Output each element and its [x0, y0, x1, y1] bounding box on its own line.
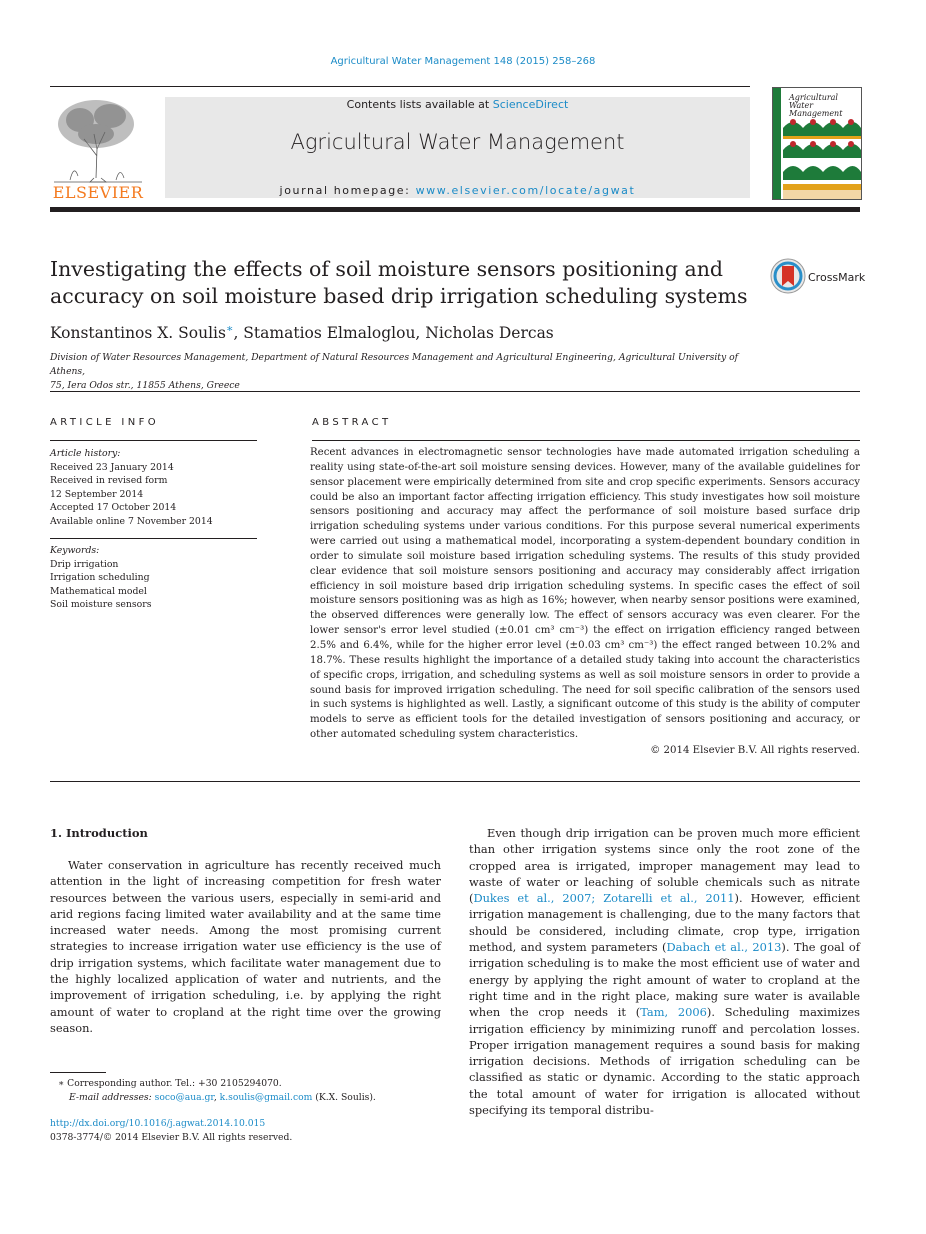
homepage-prefix: journal homepage:: [279, 184, 416, 197]
affiliation-line1: Division of Water Resources Management, Department of Natural Resources Management and Agricultural Engineering, Agricultural University of Athens,: [50, 352, 739, 377]
crossmark-label[interactable]: CrossMark: [808, 271, 866, 284]
para2-text-a: Even though drip irrigation can be proven much more efficient than other irrigation systems since only the root zone of the cropped area is irrigated, improper management may lead to waste of water or leaching of soluble chemicals such as nitrate (: [469, 826, 860, 906]
keyword-item: Soil moisture sensors: [50, 599, 152, 610]
para2-text-b: ). However, efficient irrigation management is challenging, due to the many factors that should be considered, including climate, crop type, irrigation method, and system parameters (: [469, 891, 860, 955]
journal-title: Agricultural Water Management: [290, 130, 625, 154]
para2-text-c: ). The goal of irrigation scheduling is to make the most efficient use of water and energy by applying the right amount of water to cropland at the right time and in the right place, making sure water is available when the crop needs it (: [469, 940, 860, 1020]
history-item: 12 September 2014: [50, 488, 144, 500]
cover-title-line1: Agricultural: [789, 93, 838, 102]
history-item: Available online 7 November 2014: [50, 515, 213, 527]
para2-text-d: ). Scheduling maximizes irrigation efficiency by minimizing runoff and percolation losses. Proper irrigation management requires a sound basis for making irrigation decisions. Methods of irrigation scheduling can be classified as static or dynamic. According to the static approach the total amount of water for irrigation is allocated without specifying its temporal distribu-: [469, 1005, 860, 1118]
footnote: [50, 1077, 450, 1104]
keyword-item: Mathematical model: [50, 585, 147, 597]
body-column-right: [469, 825, 860, 1118]
header-thick-rule: [50, 207, 860, 212]
email-separator: ,: [213, 1091, 220, 1103]
citation-link-tam[interactable]: Tam, 2006: [640, 1005, 707, 1020]
homepage-line: [165, 184, 750, 197]
contents-line: [165, 98, 750, 111]
article-history: [50, 447, 265, 528]
journal-homepage-link[interactable]: www.elsevier.com/locate/agwat: [415, 184, 636, 197]
corresponding-author-note: ∗ Corresponding author. Tel.: +30 2105294070.: [58, 1078, 282, 1089]
coauthors: , Stamatios Elmaloglou, Nicholas Dercas: [233, 324, 554, 343]
footnote-rule: [50, 1072, 106, 1073]
top-rule: [50, 86, 750, 87]
doi-link[interactable]: http://dx.doi.org/10.1016/j.agwat.2014.10.015: [50, 1118, 266, 1129]
history-item: Received 23 January 2014: [50, 461, 174, 473]
intro-paragraph-1: Water conservation in agriculture has recently received much attention in the light of increasing competition for fresh water resources between the various users, especially in semi-arid and arid regions facing limited water availability and at the same time increased water needs. Among the most promising current strategies to increase irrigation water use efficiency is the use of drip irrigation systems, which facilitate water management due to the highly localized application of water and nutrients, and the improvement of irrigation scheduling, i.e. by applying the right amount of water to cropland at the right time over the growing season.: [50, 858, 441, 1035]
history-item: Accepted 17 October 2014: [50, 502, 177, 513]
publisher-name: ELSEVIER: [52, 183, 144, 202]
keyword-item: Drip irrigation: [50, 558, 119, 570]
abstract-text: Recent advances in electromagnetic sensor technologies have made automated irrigation scheduling a reality using state-of-the-art soil moisture sensing devices. However, many of the available guidelines for sensor placement were empirically determined from site and crop specific experiments. Sensors accuracy could be also an important factor affecting irrigation efficiency. This study investigates how soil moisture sensors positioning and accuracy may affect the performance of soil moisture based surface drip irrigation scheduling systems under various conditions. For this purpose several numerical experiments were carried out using a mathematical model, incorporating a system-dependent boundary condition in order to simulate soil moisture based irrigation scheduling systems. The results of this study provided clear evidence that soil moisture sensors positioning and accuracy may considerably affect irrigation efficiency in soil moisture based drip irrigation scheduling systems. In specific cases the effect of soil moisture sensors positioning was as high as 16%; however, when nearby sensor positions were examined, the observed differences were generally low. The effect of sensors accuracy was even clearer. For the lower sensor's error level studied (±0.01 cm³ cm⁻³) the effect on irrigation efficiency ranged between 2.5% and 6.4%, while for the higher error level (±0.03 cm³ cm⁻³) the effect ranged between 10.2% and 18.7%. These results highlight the importance of a detailed study taking into account the characteristics of specific crops, irrigation, and scheduling systems as well as soil moisture sensors in order to provide a sound basis for improved irrigation scheduling. The need for soil specific calibration of the sensors used in such systems is highlighted as well. Lastly, a significant outcome of this study is the ability of computer models to serve as efficient tools for the detailed investigation of sensors positioning and accuracy, or other automated scheduling system characteristics.: [310, 447, 860, 741]
affiliation-line2: 75, Iera Odos str., 11855 Athens, Greece: [50, 380, 240, 391]
affiliation: [50, 351, 770, 393]
contents-prefix: Contents lists available at: [346, 98, 493, 111]
email-link-1[interactable]: soco@aua.gr: [154, 1091, 214, 1103]
abstract-heading: ABSTRACT: [312, 417, 392, 428]
history-label: Article history:: [50, 448, 121, 459]
author-list: [50, 322, 554, 342]
keywords: [50, 544, 265, 612]
introduction-heading: 1. Introduction: [50, 826, 148, 840]
email-label: E-mail addresses:: [69, 1091, 155, 1103]
copyright-notice: © 2014 Elsevier B.V. All rights reserved.: [650, 745, 860, 756]
issn-line: 0378-3774/© 2014 Elsevier B.V. All rights reserved.: [50, 1132, 293, 1143]
crossmark-icon[interactable]: [770, 258, 806, 294]
article-info-rule: [50, 440, 257, 441]
author-soulis: Konstantinos X. Soulis: [50, 324, 226, 343]
history-item: Received in revised form: [50, 475, 168, 486]
email-line: [50, 1091, 450, 1105]
body-column-left: [50, 857, 441, 1036]
journal-reference-link[interactable]: Agricultural Water Management 148 (2015) 258–268: [330, 56, 596, 67]
cover-title-line2: Water Management: [789, 101, 843, 118]
journal-cover-image: [772, 87, 862, 200]
email-suffix: (K.X. Soulis).: [312, 1091, 376, 1103]
keyword-item: Irrigation scheduling: [50, 572, 150, 583]
abstract-rule: [312, 440, 860, 441]
citation-link-dukes-zotarelli[interactable]: Dukes et al., 2007; Zotarelli et al., 2011: [473, 891, 735, 906]
body-rule: [50, 781, 860, 782]
citation-link-dabach[interactable]: Dabach et al., 2013: [666, 940, 782, 955]
section-rule: [50, 391, 860, 392]
article-info-heading: ARTICLE INFO: [50, 417, 160, 428]
intro-paragraph-2: [469, 825, 860, 1118]
corresponding-author-marker[interactable]: ∗: [225, 322, 234, 335]
keywords-label: Keywords:: [50, 545, 100, 556]
cover-pattern-icon: [773, 88, 861, 199]
sciencedirect-link[interactable]: ScienceDirect: [492, 98, 569, 111]
email-link-2[interactable]: k.soulis@gmail.com: [219, 1091, 313, 1103]
article-title: Investigating the effects of soil moisture sensors positioning and accuracy on soil moisture based drip irrigation scheduling systems: [50, 257, 748, 308]
keywords-rule: [50, 538, 257, 539]
